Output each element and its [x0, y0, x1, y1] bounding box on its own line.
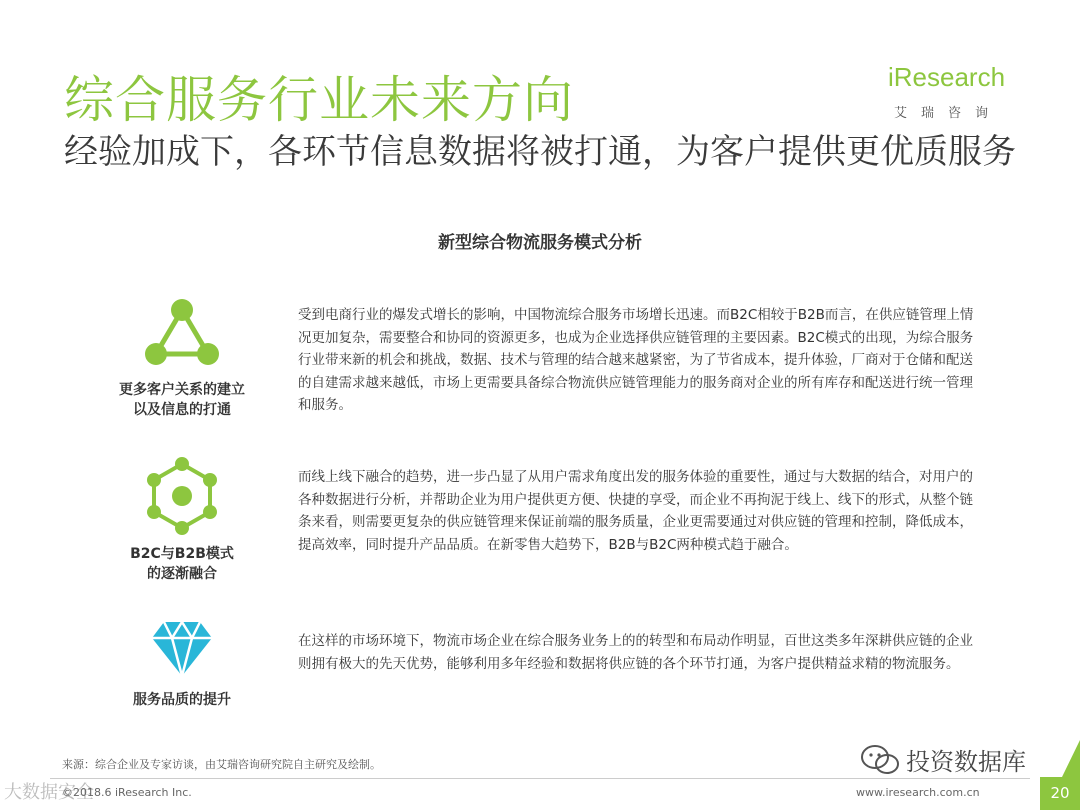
watermark-text: 投资数据库 — [906, 748, 1026, 776]
item-panel-3 — [82, 610, 1002, 720]
item-3-description: 在这样的市场环境下，物流市场企业在综合服务业务上的的转型和布局动作明显，百世这类多年深耕供应链的企业则拥有极大的先天优势，能够利用多年经验和数据将供应链的各个环节打通，为客户提供精益求精的物流服务。 — [298, 633, 973, 672]
item-1-label-line2: 以及信息的打通 — [133, 402, 231, 418]
item-2-label-line2: 的逐渐融合 — [147, 566, 217, 582]
hexagon-network-icon — [142, 456, 222, 536]
item-2-description: 而线上线下融合的趋势，进一步凸显了从用户需求角度出发的服务体验的重要性，通过与大数据的结合，对用户的各种数据进行分析，并帮助企业为用户提供更方便、快捷的享受，而企业不再拘泥于线上、线下的形式，从整个链条来看，则需要更复杂的供应链管理来保证前端的服务质量，企业更需要通过对供应链的管理和控制，降低成本，提高效率，同时提升产品品质。在新零售大趋势下，B2B与B2C两种模式趋于融合。 — [298, 469, 973, 553]
wechat-icon — [860, 744, 900, 776]
item-panel-1 — [82, 290, 1002, 440]
item-2-icon-col — [82, 456, 282, 584]
footer-url[interactable]: www.iresearch.com.cn — [856, 786, 980, 799]
item-3-label-line1: 服务品质的提升 — [133, 692, 231, 708]
item-panel-2 — [82, 454, 1002, 596]
item-1-icon-col — [82, 296, 282, 420]
item-1-description: 受到电商行业的爆发式增长的影响，中国物流综合服务市场增长迅速。而B2C相较于B2B而言，在供应链管理上情况更加复杂，需要整合和协同的资源更多，也成为企业选择供应链管理的主要因素。B2C模式的出现，为综合服务行业带来新的机会和挑战，数据、技术与管理的结合越来越紧密，为了节省成本，提升体验，厂商对于仓储和配送的自建需求越来越低，市场上更需要具备综合物流供应链管理能力的服务商对企业的所有库存和配送进行统一管理和服务。 — [298, 307, 974, 413]
logo-cn-text: 艾瑞咨询 — [894, 106, 1003, 121]
watermark — [860, 742, 1026, 777]
page-number: 20 — [1040, 777, 1080, 810]
copyright: ©2018.6 iResearch Inc. — [62, 786, 192, 799]
source-note: 来源：综合企业及专家访谈，由艾瑞咨询研究院自主研究及绘制。 — [62, 758, 381, 771]
item-3-icon-col — [82, 620, 282, 710]
page-corner-shape — [1062, 740, 1080, 777]
logo-text: iResearch — [888, 62, 1006, 92]
item-2-label-line1: B2C与B2B模式 — [130, 546, 234, 562]
page-subtitle: 经验加成下，各环节信息数据将被打通，为客户提供更优质服务 — [64, 132, 1016, 172]
page-title: 综合服务行业未来方向 — [64, 71, 574, 129]
section-title: 新型综合物流服务模式分析 — [438, 233, 642, 253]
footer-divider — [50, 778, 1030, 779]
network-triangle-icon — [142, 296, 222, 368]
watermark-left: 大数据安全 — [4, 782, 94, 803]
item-1-label-line1: 更多客户关系的建立 — [119, 382, 245, 398]
diamond-icon — [150, 620, 214, 678]
iresearch-logo — [888, 58, 1028, 126]
